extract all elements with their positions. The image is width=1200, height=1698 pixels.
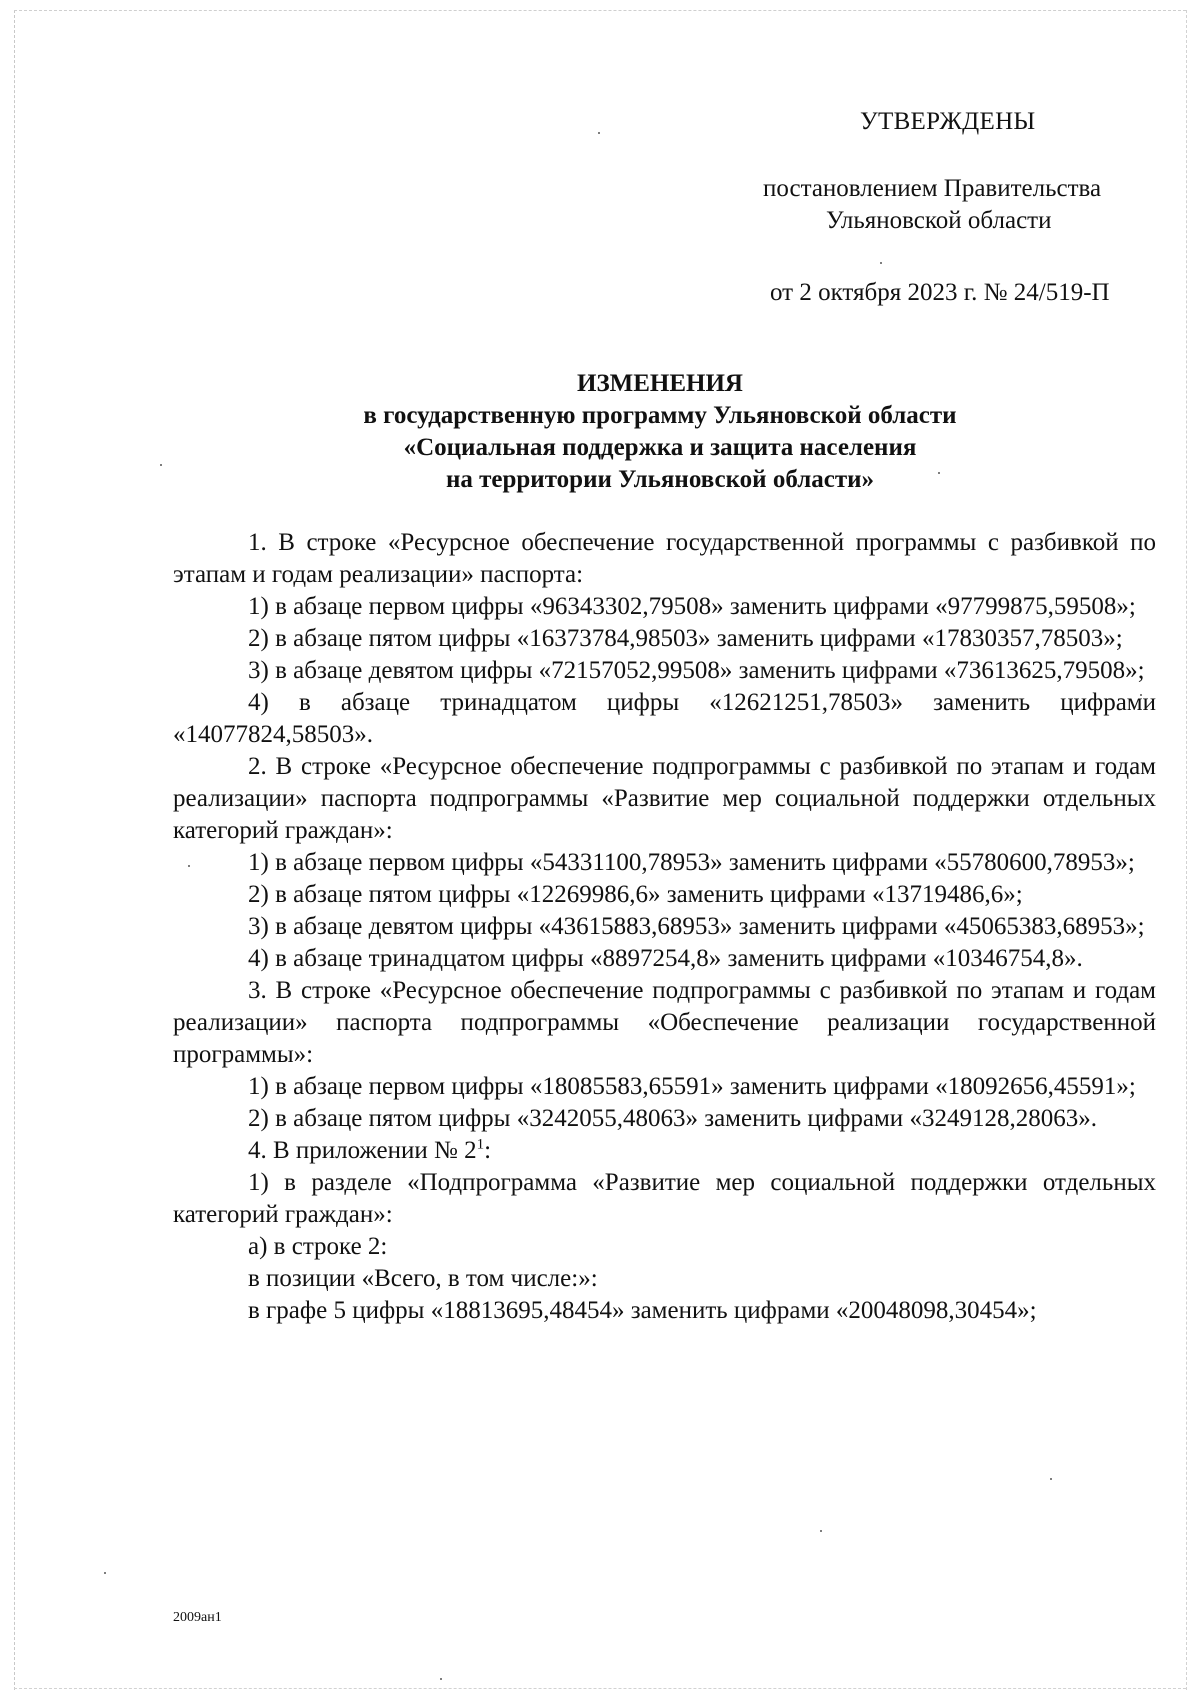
- paragraph: 1. В строке «Ресурсное обеспечение государственной программы с разбивкой по этапам и годам реализации» паспорта:: [173, 529, 1156, 588]
- scan-border-left: [14, 10, 15, 1690]
- scan-border-bottom: [14, 1688, 1186, 1689]
- scan-speck: [598, 132, 600, 134]
- title-line: «Социальная поддержка и защита населения: [403, 434, 917, 461]
- approval-heading: УТВЕРЖДЕНЫ: [860, 108, 1036, 135]
- scan-border-right: [1186, 10, 1187, 1690]
- approval-date: от 2 октября 2023 г. № 24/519-П: [770, 279, 1110, 306]
- paragraph: 1) в разделе «Подпрограмма «Развитие мер социальной поддержки отдельных категорий граждан»:: [173, 1169, 1156, 1228]
- title-line: ИЗМЕНЕНИЯ: [577, 370, 743, 397]
- paragraph: 1) в абзаце первом цифры «18085583,65591» заменить цифрами «18092656,45591»;: [248, 1073, 1136, 1100]
- paragraph: 3) в абзаце девятом цифры «43615883,68953» заменить цифрами «45065383,68953»;: [248, 913, 1145, 940]
- paragraph-text: :: [484, 1137, 492, 1164]
- paragraph: 3. В строке «Ресурсное обеспечение подпрограммы с разбивкой по этапам и годам реализации» паспорта подпрограммы «Обеспечение реализации государственной программы»:: [173, 977, 1156, 1068]
- scan-speck: [820, 1530, 822, 1532]
- superscript: 1: [476, 1136, 485, 1153]
- paragraph: 2) в абзаце пятом цифры «12269986,6» заменить цифрами «13719486,6»;: [248, 881, 1023, 908]
- approval-authority: постановлением Правительства: [763, 175, 1102, 202]
- paragraph: 1) в абзаце первом цифры «96343302,79508» заменить цифрами «97799875,59508»;: [248, 593, 1136, 620]
- footer-code: 2009ан1: [173, 1610, 222, 1625]
- paragraph: в графе 5 цифры «18813695,48454» заменить цифрами «20048098,30454»;: [248, 1297, 1037, 1324]
- paragraph: 2) в абзаце пятом цифры «16373784,98503» заменить цифрами «17830357,78503»;: [248, 625, 1123, 652]
- scan-speck: [440, 1678, 442, 1680]
- paragraph: 4) в абзаце тринадцатом цифры «8897254,8» заменить цифрами «10346754,8».: [248, 945, 1083, 972]
- paragraph: 4) в абзаце тринадцатом цифры «12621251,78503» заменить цифрами «14077824,58503».: [173, 689, 1156, 748]
- paragraph: в позиции «Всего, в том числе:»:: [248, 1265, 598, 1292]
- approval-region: Ульяновской области: [826, 207, 1052, 234]
- title-line: в государственную программу Ульяновской области: [363, 402, 957, 429]
- paragraph: а) в строке 2:: [248, 1233, 388, 1260]
- scan-speck: [1050, 1478, 1052, 1480]
- paragraph: [173, 1135, 1156, 1167]
- title-line: на территории Ульяновской области»: [445, 466, 875, 493]
- paragraph: 1) в абзаце первом цифры «54331100,78953» заменить цифрами «55780600,78953»;: [248, 849, 1135, 876]
- paragraph: 2. В строке «Ресурсное обеспечение подпрограммы с разбивкой по этапам и годам реализации» паспорта подпрограммы «Развитие мер социальной поддержки отдельных категорий граждан»:: [173, 753, 1156, 844]
- document-body: [173, 527, 1156, 1327]
- scan-speck: [880, 262, 882, 264]
- document-title: [160, 368, 1160, 496]
- paragraph: 3) в абзаце девятом цифры «72157052,99508» заменить цифрами «73613625,79508»;: [248, 657, 1145, 684]
- paragraph: 2) в абзаце пятом цифры «3242055,48063» заменить цифрами «3249128,28063».: [248, 1105, 1097, 1132]
- scan-border-top: [14, 10, 1186, 11]
- paragraph-text: 4. В приложении № 2: [248, 1137, 477, 1164]
- scan-speck: [104, 1572, 106, 1574]
